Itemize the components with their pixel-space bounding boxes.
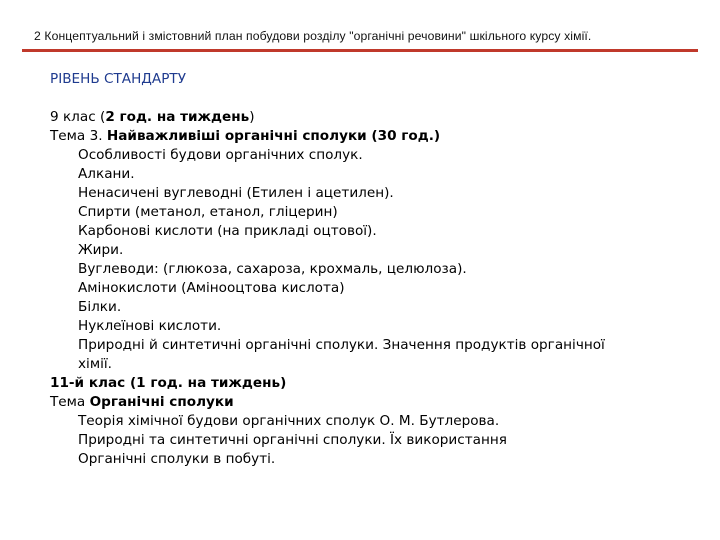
list-item: Алкани.	[78, 166, 135, 182]
grade9-item-list	[50, 146, 690, 374]
grade9-label: 9 клас (	[50, 109, 106, 125]
header-divider	[22, 49, 698, 52]
list-item: Теорія хімічної будови органічних сполук О. М. Бутлерова.	[78, 413, 500, 429]
grade9-heading	[50, 108, 690, 127]
list-item: Природні та синтетичні органічні сполуки. Їх використання	[78, 432, 507, 448]
grade9-topic-label: Тема 3.	[50, 128, 107, 144]
list-item: Вуглеводи: (глюкоза, сахароза, крохмаль, целюлоза).	[78, 261, 467, 277]
level-heading: РІВЕНЬ СТАНДАРТУ	[50, 71, 187, 87]
grade11-topic-label: Тема	[50, 394, 90, 410]
list-item: Органічні сполуки в побуті.	[78, 451, 276, 467]
list-item: Особливості будови органічних сполук.	[78, 147, 363, 163]
slide-header	[0, 0, 720, 62]
list-item: Білки.	[78, 299, 122, 315]
slide-title: 2 Концептуальний і змістовний план побудови розділу "органічні речовини" шкільного курсу хімії.	[34, 29, 592, 43]
grade11-topic	[50, 393, 690, 412]
list-item: Амінокислоти (Аміноοцтова кислота)	[78, 280, 345, 296]
list-item: Спирти (метанол, етанол, гліцерин)	[78, 204, 338, 220]
grade9-topic-title: Найважливіші органічні сполуки (30 год.)	[106, 128, 441, 144]
grade11-heading-text: 11-й клас (1 год. на тиждень)	[50, 375, 287, 391]
grade9-hours: 2 год. на тиждень	[105, 109, 250, 125]
grade11-heading	[50, 374, 690, 393]
list-item: Нуклеїнові кислоти.	[78, 318, 222, 334]
list-item: Ненасичені вуглеводні (Етилен і ацетилен).	[78, 185, 394, 201]
grade9-suffix: )	[249, 109, 255, 125]
grade9-topic	[50, 127, 690, 146]
list-item: Природні й синтетичні органічні сполуки. Значення продуктів органічної хімії.	[78, 337, 605, 372]
list-item: Жири.	[78, 242, 124, 258]
grade11-item-list	[50, 412, 690, 469]
list-item: Карбонові кислоти (на прикладі оцтової).	[78, 223, 377, 239]
curriculum-content	[50, 108, 690, 469]
grade11-topic-title: Органічні сполуки	[89, 394, 234, 410]
